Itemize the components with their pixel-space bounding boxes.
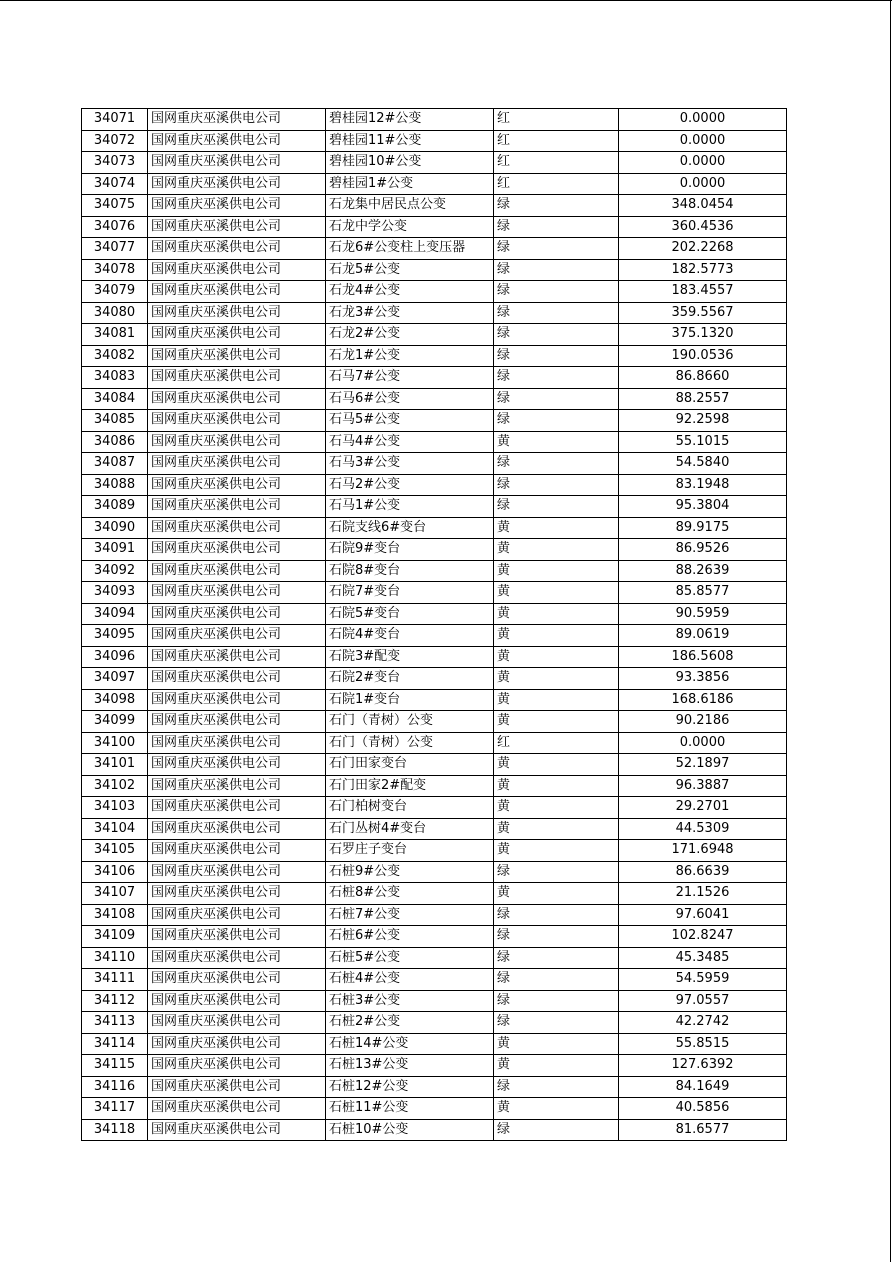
- cell-company: 国网重庆巫溪供电公司: [148, 775, 326, 797]
- cell-station: 石院7#变台: [326, 582, 494, 604]
- cell-id: 34111: [82, 969, 148, 991]
- cell-value: 84.1649: [619, 1076, 787, 1098]
- table-row: [82, 130, 787, 152]
- table-row: [82, 1055, 787, 1077]
- cell-id: 34110: [82, 947, 148, 969]
- cell-id: 34104: [82, 818, 148, 840]
- cell-station: 石桩12#公变: [326, 1076, 494, 1098]
- cell-id: 34077: [82, 238, 148, 260]
- cell-company: 国网重庆巫溪供电公司: [148, 646, 326, 668]
- table-row: [82, 496, 787, 518]
- cell-company: 国网重庆巫溪供电公司: [148, 861, 326, 883]
- cell-status: 红: [494, 173, 619, 195]
- cell-value: 0.0000: [619, 152, 787, 174]
- cell-id: 34078: [82, 259, 148, 281]
- table-row: [82, 367, 787, 389]
- cell-company: 国网重庆巫溪供电公司: [148, 1119, 326, 1141]
- cell-id: 34086: [82, 431, 148, 453]
- cell-value: 90.5959: [619, 603, 787, 625]
- cell-id: 34099: [82, 711, 148, 733]
- cell-value: 186.5608: [619, 646, 787, 668]
- cell-company: 国网重庆巫溪供电公司: [148, 625, 326, 647]
- cell-company: 国网重庆巫溪供电公司: [148, 302, 326, 324]
- cell-station: 石马2#公变: [326, 474, 494, 496]
- table-row: [82, 904, 787, 926]
- cell-value: 97.6041: [619, 904, 787, 926]
- cell-value: 89.9175: [619, 517, 787, 539]
- cell-station: 石桩11#公变: [326, 1098, 494, 1120]
- cell-company: 国网重庆巫溪供电公司: [148, 818, 326, 840]
- cell-value: 55.8515: [619, 1033, 787, 1055]
- cell-value: 182.5773: [619, 259, 787, 281]
- cell-value: 83.1948: [619, 474, 787, 496]
- cell-station: 石桩10#公变: [326, 1119, 494, 1141]
- cell-company: 国网重庆巫溪供电公司: [148, 969, 326, 991]
- cell-id: 34096: [82, 646, 148, 668]
- cell-value: 54.5959: [619, 969, 787, 991]
- cell-status: 黄: [494, 818, 619, 840]
- cell-status: 黄: [494, 840, 619, 862]
- cell-company: 国网重庆巫溪供电公司: [148, 883, 326, 905]
- cell-company: 国网重庆巫溪供电公司: [148, 797, 326, 819]
- cell-company: 国网重庆巫溪供电公司: [148, 195, 326, 217]
- cell-station: 石龙2#公变: [326, 324, 494, 346]
- cell-station: 石院3#配变: [326, 646, 494, 668]
- cell-value: 183.4557: [619, 281, 787, 303]
- cell-id: 34089: [82, 496, 148, 518]
- cell-status: 绿: [494, 969, 619, 991]
- cell-station: 石桩9#公变: [326, 861, 494, 883]
- cell-station: 石门（青树）公变: [326, 711, 494, 733]
- table-row: [82, 797, 787, 819]
- table-row: [82, 173, 787, 195]
- cell-value: 85.8577: [619, 582, 787, 604]
- cell-company: 国网重庆巫溪供电公司: [148, 560, 326, 582]
- cell-value: 171.6948: [619, 840, 787, 862]
- cell-status: 绿: [494, 259, 619, 281]
- cell-station: 石马7#公变: [326, 367, 494, 389]
- cell-value: 0.0000: [619, 109, 787, 131]
- cell-station: 石门柏树变台: [326, 797, 494, 819]
- cell-id: 34102: [82, 775, 148, 797]
- cell-value: 88.2639: [619, 560, 787, 582]
- cell-id: 34076: [82, 216, 148, 238]
- cell-station: 石桩2#公变: [326, 1012, 494, 1034]
- cell-station: 石龙3#公变: [326, 302, 494, 324]
- cell-id: 34087: [82, 453, 148, 475]
- cell-station: 石桩6#公变: [326, 926, 494, 948]
- cell-company: 国网重庆巫溪供电公司: [148, 904, 326, 926]
- cell-status: 黄: [494, 754, 619, 776]
- cell-id: 34106: [82, 861, 148, 883]
- cell-company: 国网重庆巫溪供电公司: [148, 109, 326, 131]
- cell-value: 93.3856: [619, 668, 787, 690]
- cell-value: 90.2186: [619, 711, 787, 733]
- cell-status: 绿: [494, 947, 619, 969]
- table-row: [82, 818, 787, 840]
- cell-value: 86.8660: [619, 367, 787, 389]
- cell-company: 国网重庆巫溪供电公司: [148, 1055, 326, 1077]
- table-row: [82, 453, 787, 475]
- cell-status: 绿: [494, 1076, 619, 1098]
- cell-status: 绿: [494, 195, 619, 217]
- cell-status: 绿: [494, 1012, 619, 1034]
- cell-status: 黄: [494, 689, 619, 711]
- cell-id: 34098: [82, 689, 148, 711]
- table-row: [82, 474, 787, 496]
- cell-id: 34074: [82, 173, 148, 195]
- table-row: [82, 238, 787, 260]
- cell-id: 34075: [82, 195, 148, 217]
- cell-id: 34083: [82, 367, 148, 389]
- cell-id: 34085: [82, 410, 148, 432]
- cell-status: 黄: [494, 539, 619, 561]
- cell-value: 97.0557: [619, 990, 787, 1012]
- cell-company: 国网重庆巫溪供电公司: [148, 926, 326, 948]
- cell-company: 国网重庆巫溪供电公司: [148, 668, 326, 690]
- table-row: [82, 926, 787, 948]
- cell-company: 国网重庆巫溪供电公司: [148, 152, 326, 174]
- cell-status: 绿: [494, 367, 619, 389]
- cell-status: 绿: [494, 990, 619, 1012]
- cell-station: 石马5#公变: [326, 410, 494, 432]
- cell-value: 202.2268: [619, 238, 787, 260]
- cell-company: 国网重庆巫溪供电公司: [148, 130, 326, 152]
- cell-status: 黄: [494, 431, 619, 453]
- cell-company: 国网重庆巫溪供电公司: [148, 324, 326, 346]
- cell-company: 国网重庆巫溪供电公司: [148, 410, 326, 432]
- cell-id: 34071: [82, 109, 148, 131]
- table-row: [82, 625, 787, 647]
- table-row: [82, 689, 787, 711]
- cell-value: 52.1897: [619, 754, 787, 776]
- cell-company: 国网重庆巫溪供电公司: [148, 367, 326, 389]
- cell-station: 石院1#变台: [326, 689, 494, 711]
- page-top-border: [0, 0, 892, 1]
- cell-value: 55.1015: [619, 431, 787, 453]
- cell-status: 黄: [494, 883, 619, 905]
- cell-status: 绿: [494, 388, 619, 410]
- table-row: [82, 539, 787, 561]
- table-row: [82, 517, 787, 539]
- cell-value: 0.0000: [619, 173, 787, 195]
- cell-company: 国网重庆巫溪供电公司: [148, 689, 326, 711]
- cell-station: 石龙5#公变: [326, 259, 494, 281]
- cell-status: 黄: [494, 625, 619, 647]
- cell-status: 黄: [494, 646, 619, 668]
- cell-id: 34097: [82, 668, 148, 690]
- cell-company: 国网重庆巫溪供电公司: [148, 453, 326, 475]
- cell-value: 21.1526: [619, 883, 787, 905]
- cell-company: 国网重庆巫溪供电公司: [148, 947, 326, 969]
- table-row: [82, 302, 787, 324]
- cell-station: 石桩8#公变: [326, 883, 494, 905]
- cell-station: 石门丛树4#变台: [326, 818, 494, 840]
- cell-value: 359.5567: [619, 302, 787, 324]
- cell-value: 89.0619: [619, 625, 787, 647]
- cell-status: 黄: [494, 517, 619, 539]
- cell-value: 102.8247: [619, 926, 787, 948]
- cell-status: 黄: [494, 775, 619, 797]
- cell-status: 黄: [494, 1033, 619, 1055]
- table-row: [82, 990, 787, 1012]
- cell-status: 绿: [494, 324, 619, 346]
- cell-station: 石龙4#公变: [326, 281, 494, 303]
- cell-station: 石桩4#公变: [326, 969, 494, 991]
- table-row: [82, 1098, 787, 1120]
- cell-station: 碧桂园11#公变: [326, 130, 494, 152]
- cell-value: 29.2701: [619, 797, 787, 819]
- cell-value: 168.6186: [619, 689, 787, 711]
- cell-status: 黄: [494, 1055, 619, 1077]
- cell-status: 黄: [494, 1098, 619, 1120]
- table-row: [82, 259, 787, 281]
- cell-value: 86.6639: [619, 861, 787, 883]
- cell-station: 石门（青树）公变: [326, 732, 494, 754]
- cell-company: 国网重庆巫溪供电公司: [148, 539, 326, 561]
- cell-station: 碧桂园12#公变: [326, 109, 494, 131]
- cell-station: 碧桂园1#公变: [326, 173, 494, 195]
- cell-id: 34092: [82, 560, 148, 582]
- cell-id: 34108: [82, 904, 148, 926]
- cell-id: 34088: [82, 474, 148, 496]
- cell-value: 40.5856: [619, 1098, 787, 1120]
- cell-id: 34105: [82, 840, 148, 862]
- cell-station: 石桩5#公变: [326, 947, 494, 969]
- cell-status: 红: [494, 130, 619, 152]
- cell-status: 绿: [494, 861, 619, 883]
- table-row: [82, 947, 787, 969]
- cell-company: 国网重庆巫溪供电公司: [148, 517, 326, 539]
- table-row: [82, 152, 787, 174]
- table-row: [82, 646, 787, 668]
- table-row: [82, 1119, 787, 1141]
- cell-id: 34118: [82, 1119, 148, 1141]
- cell-status: 绿: [494, 474, 619, 496]
- cell-id: 34082: [82, 345, 148, 367]
- cell-value: 360.4536: [619, 216, 787, 238]
- table-row: [82, 732, 787, 754]
- cell-status: 绿: [494, 281, 619, 303]
- cell-value: 45.3485: [619, 947, 787, 969]
- cell-status: 红: [494, 152, 619, 174]
- cell-status: 黄: [494, 797, 619, 819]
- table-row: [82, 582, 787, 604]
- table-row: [82, 603, 787, 625]
- cell-id: 34095: [82, 625, 148, 647]
- cell-company: 国网重庆巫溪供电公司: [148, 388, 326, 410]
- cell-status: 绿: [494, 302, 619, 324]
- table-row: [82, 388, 787, 410]
- cell-company: 国网重庆巫溪供电公司: [148, 990, 326, 1012]
- cell-id: 34093: [82, 582, 148, 604]
- cell-station: 石门田家变台: [326, 754, 494, 776]
- table-row: [82, 281, 787, 303]
- cell-value: 348.0454: [619, 195, 787, 217]
- cell-company: 国网重庆巫溪供电公司: [148, 754, 326, 776]
- cell-status: 绿: [494, 926, 619, 948]
- cell-status: 绿: [494, 238, 619, 260]
- table-row: [82, 324, 787, 346]
- cell-id: 34117: [82, 1098, 148, 1120]
- cell-station: 石龙中学公变: [326, 216, 494, 238]
- cell-station: 石桩3#公变: [326, 990, 494, 1012]
- cell-station: 石马3#公变: [326, 453, 494, 475]
- cell-status: 绿: [494, 496, 619, 518]
- table-row: [82, 1033, 787, 1055]
- cell-id: 34094: [82, 603, 148, 625]
- cell-id: 34090: [82, 517, 148, 539]
- cell-status: 绿: [494, 410, 619, 432]
- cell-company: 国网重庆巫溪供电公司: [148, 474, 326, 496]
- cell-id: 34081: [82, 324, 148, 346]
- cell-id: 34112: [82, 990, 148, 1012]
- cell-value: 81.6577: [619, 1119, 787, 1141]
- cell-company: 国网重庆巫溪供电公司: [148, 582, 326, 604]
- cell-station: 石桩7#公变: [326, 904, 494, 926]
- cell-value: 96.3887: [619, 775, 787, 797]
- cell-company: 国网重庆巫溪供电公司: [148, 1033, 326, 1055]
- cell-status: 红: [494, 109, 619, 131]
- cell-company: 国网重庆巫溪供电公司: [148, 216, 326, 238]
- cell-station: 石院5#变台: [326, 603, 494, 625]
- cell-value: 190.0536: [619, 345, 787, 367]
- cell-id: 34101: [82, 754, 148, 776]
- cell-value: 127.6392: [619, 1055, 787, 1077]
- cell-id: 34080: [82, 302, 148, 324]
- cell-id: 34073: [82, 152, 148, 174]
- cell-value: 0.0000: [619, 732, 787, 754]
- cell-station: 石院支线6#变台: [326, 517, 494, 539]
- cell-station: 石院9#变台: [326, 539, 494, 561]
- cell-status: 绿: [494, 904, 619, 926]
- cell-company: 国网重庆巫溪供电公司: [148, 238, 326, 260]
- cell-station: 石马6#公变: [326, 388, 494, 410]
- table-row: [82, 1012, 787, 1034]
- cell-station: 石马4#公变: [326, 431, 494, 453]
- cell-id: 34072: [82, 130, 148, 152]
- cell-value: 42.2742: [619, 1012, 787, 1034]
- cell-station: 石门田家2#配变: [326, 775, 494, 797]
- cell-value: 86.9526: [619, 539, 787, 561]
- cell-status: 红: [494, 732, 619, 754]
- cell-station: 石龙6#公变柱上变压器: [326, 238, 494, 260]
- cell-company: 国网重庆巫溪供电公司: [148, 431, 326, 453]
- table-row: [82, 431, 787, 453]
- cell-company: 国网重庆巫溪供电公司: [148, 173, 326, 195]
- cell-station: 石院8#变台: [326, 560, 494, 582]
- cell-status: 黄: [494, 668, 619, 690]
- cell-id: 34091: [82, 539, 148, 561]
- cell-station: 石马1#公变: [326, 496, 494, 518]
- cell-company: 国网重庆巫溪供电公司: [148, 1098, 326, 1120]
- cell-value: 44.5309: [619, 818, 787, 840]
- cell-id: 34109: [82, 926, 148, 948]
- cell-status: 绿: [494, 216, 619, 238]
- cell-company: 国网重庆巫溪供电公司: [148, 345, 326, 367]
- table-row: [82, 410, 787, 432]
- cell-value: 92.2598: [619, 410, 787, 432]
- cell-company: 国网重庆巫溪供电公司: [148, 711, 326, 733]
- cell-company: 国网重庆巫溪供电公司: [148, 281, 326, 303]
- page-right-border: [890, 0, 891, 1262]
- cell-id: 34103: [82, 797, 148, 819]
- table-row: [82, 560, 787, 582]
- cell-status: 黄: [494, 582, 619, 604]
- table-row: [82, 195, 787, 217]
- cell-id: 34115: [82, 1055, 148, 1077]
- table-row: [82, 216, 787, 238]
- cell-id: 34100: [82, 732, 148, 754]
- cell-id: 34114: [82, 1033, 148, 1055]
- cell-status: 黄: [494, 603, 619, 625]
- table-row: [82, 754, 787, 776]
- cell-company: 国网重庆巫溪供电公司: [148, 732, 326, 754]
- cell-station: 碧桂园10#公变: [326, 152, 494, 174]
- table-row: [82, 109, 787, 131]
- cell-company: 国网重庆巫溪供电公司: [148, 1076, 326, 1098]
- table-row: [82, 861, 787, 883]
- cell-status: 黄: [494, 711, 619, 733]
- data-table: [81, 108, 787, 1141]
- cell-station: 石桩14#公变: [326, 1033, 494, 1055]
- cell-company: 国网重庆巫溪供电公司: [148, 840, 326, 862]
- table-row: [82, 711, 787, 733]
- cell-id: 34113: [82, 1012, 148, 1034]
- table-row: [82, 345, 787, 367]
- cell-id: 34116: [82, 1076, 148, 1098]
- cell-value: 0.0000: [619, 130, 787, 152]
- cell-station: 石罗庄子变台: [326, 840, 494, 862]
- cell-value: 88.2557: [619, 388, 787, 410]
- cell-value: 375.1320: [619, 324, 787, 346]
- table-row: [82, 840, 787, 862]
- cell-station: 石龙1#公变: [326, 345, 494, 367]
- cell-station: 石桩13#公变: [326, 1055, 494, 1077]
- table-row: [82, 775, 787, 797]
- table-row: [82, 668, 787, 690]
- cell-value: 54.5840: [619, 453, 787, 475]
- table-row: [82, 883, 787, 905]
- cell-status: 绿: [494, 345, 619, 367]
- cell-station: 石龙集中居民点公变: [326, 195, 494, 217]
- cell-id: 34084: [82, 388, 148, 410]
- cell-company: 国网重庆巫溪供电公司: [148, 496, 326, 518]
- cell-status: 黄: [494, 560, 619, 582]
- cell-status: 绿: [494, 1119, 619, 1141]
- cell-id: 34079: [82, 281, 148, 303]
- cell-company: 国网重庆巫溪供电公司: [148, 259, 326, 281]
- cell-station: 石院2#变台: [326, 668, 494, 690]
- table-body: [82, 109, 787, 1141]
- cell-id: 34107: [82, 883, 148, 905]
- cell-company: 国网重庆巫溪供电公司: [148, 603, 326, 625]
- table-row: [82, 1076, 787, 1098]
- cell-company: 国网重庆巫溪供电公司: [148, 1012, 326, 1034]
- cell-station: 石院4#变台: [326, 625, 494, 647]
- table-row: [82, 969, 787, 991]
- cell-value: 95.3804: [619, 496, 787, 518]
- cell-status: 绿: [494, 453, 619, 475]
